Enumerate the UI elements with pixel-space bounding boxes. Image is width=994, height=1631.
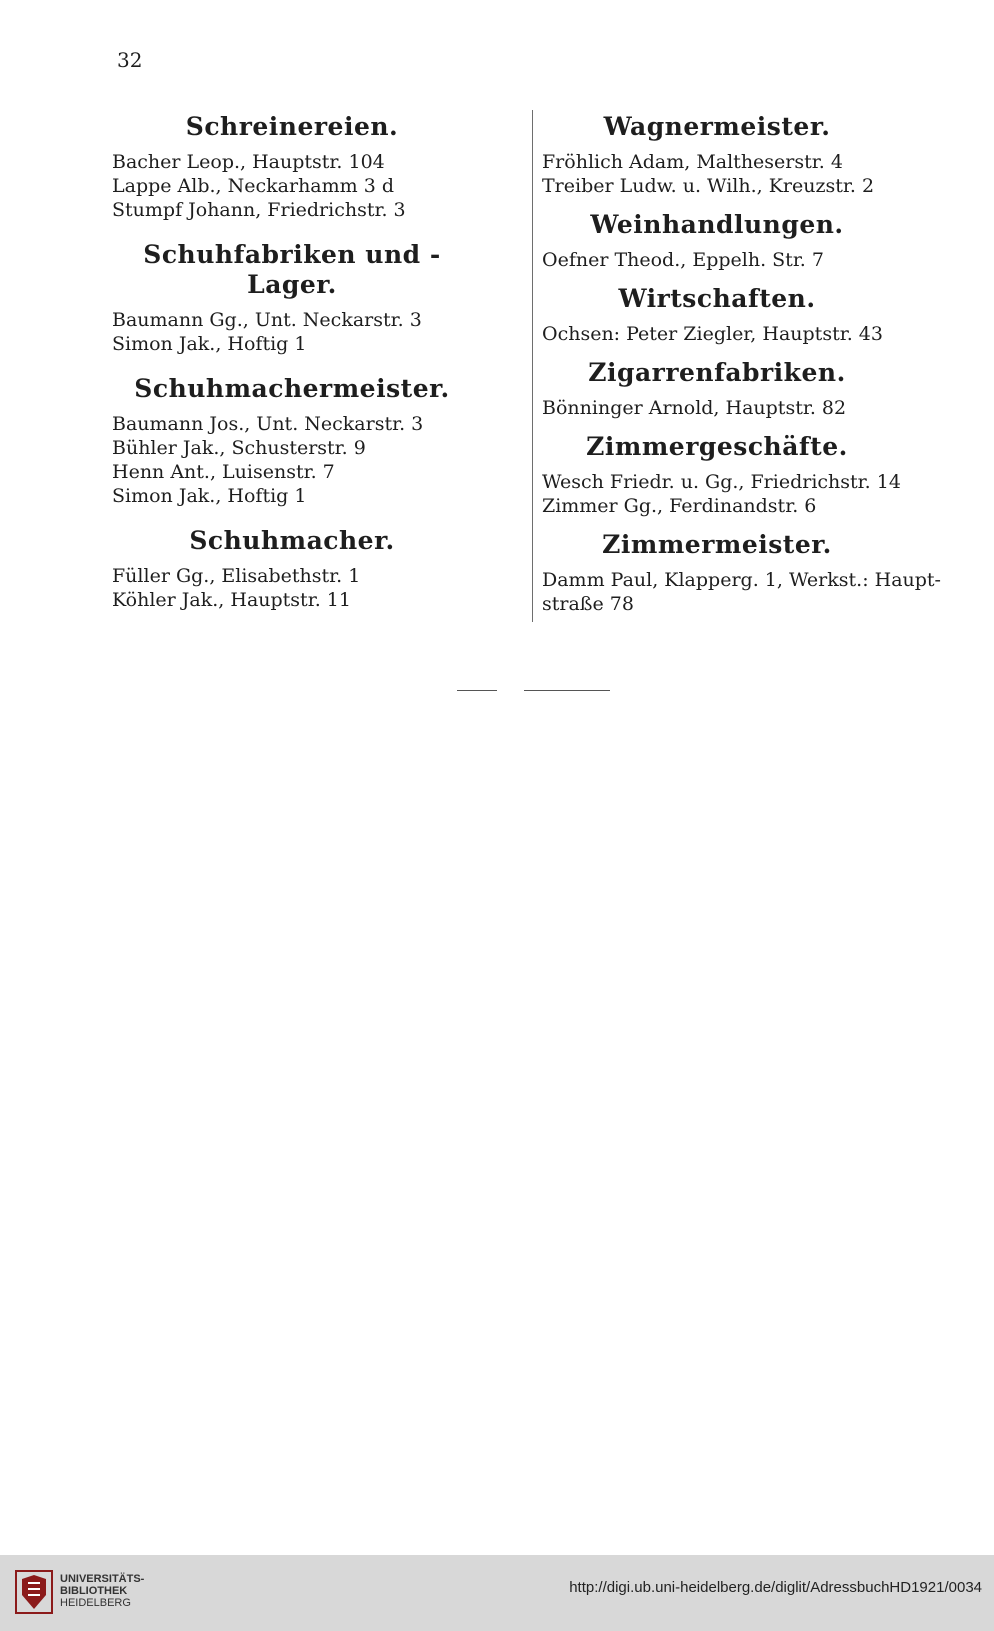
section-heading: Zimmermeister. [602, 530, 832, 559]
list-item: Bönninger Arnold, Hauptstr. 82 [542, 397, 847, 419]
section-schreinereien [112, 112, 462, 222]
list-item: Baumann Jos., Unt. Neckarstr. 3 [112, 413, 424, 435]
list-item: Stumpf Johann, Friedrichstr. 3 [112, 199, 406, 221]
section-schuhmachermeister [112, 374, 462, 508]
list-item: Henn Ant., Luisenstr. 7 [112, 461, 335, 483]
end-rule-long [524, 690, 610, 691]
list-item: Fröhlich Adam, Maltheserstr. 4 [542, 151, 843, 173]
source-link[interactable]: http://digi.ub.uni-heidelberg.de/diglit/AdressbuchHD1921/0034 [569, 1579, 982, 1596]
list-item: Damm Paul, Klapperg. 1, Werkst.: Haupt-straße 78 [542, 569, 941, 615]
section-zimmermeister [542, 530, 962, 616]
section-weinhandlungen [542, 210, 962, 272]
list-item: Zimmer Gg., Ferdinandstr. 6 [542, 495, 817, 517]
section-schuhmacher [112, 526, 462, 612]
left-column [112, 112, 462, 612]
section-zigarrenfabriken [542, 358, 962, 420]
section-heading: Wagnermeister. [603, 112, 831, 141]
list-item: Köhler Jak., Hauptstr. 11 [112, 589, 351, 611]
list-item: Oefner Theod., Eppelh. Str. 7 [542, 249, 824, 271]
footer-bar [0, 1555, 994, 1631]
section-heading: Zigarrenfabriken. [588, 358, 846, 387]
list-item: Füller Gg., Elisabethstr. 1 [112, 565, 361, 587]
section-heading: Zimmergeschäfte. [586, 432, 848, 461]
section-zimmergeschaefte [542, 432, 962, 518]
list-item: Simon Jak., Hoftig 1 [112, 485, 307, 507]
section-wirtschaften [542, 284, 962, 346]
list-item: Baumann Gg., Unt. Neckarstr. 3 [112, 309, 422, 331]
section-heading: Schuhmachermeister. [134, 374, 450, 403]
section-heading: Wirtschaften. [618, 284, 816, 313]
column-divider [532, 110, 533, 622]
library-name: UNIVERSITÄTS- BIBLIOTHEK HEIDELBERG [60, 1573, 145, 1609]
section-heading: Schuhfabriken und -Lager. [143, 240, 441, 299]
list-item: Wesch Friedr. u. Gg., Friedrichstr. 14 [542, 471, 901, 493]
list-item: Lappe Alb., Neckarhamm 3 d [112, 175, 394, 197]
library-seal-icon [14, 1569, 54, 1615]
list-item: Treiber Ludw. u. Wilh., Kreuzstr. 2 [542, 175, 875, 197]
end-rule-short [457, 690, 497, 691]
page-number: 32 [117, 48, 143, 72]
section-heading: Weinhandlungen. [590, 210, 844, 239]
section-heading: Schreinereien. [185, 112, 399, 141]
section-schuhfabriken [112, 240, 462, 356]
section-heading: Schuhmacher. [189, 526, 395, 555]
right-column [542, 112, 962, 616]
list-item: Bühler Jak., Schusterstr. 9 [112, 437, 366, 459]
list-item: Ochsen: Peter Ziegler, Hauptstr. 43 [542, 323, 883, 345]
list-item: Bacher Leop., Hauptstr. 104 [112, 151, 385, 173]
section-wagnermeister [542, 112, 962, 198]
list-item: Simon Jak., Hoftig 1 [112, 333, 307, 355]
